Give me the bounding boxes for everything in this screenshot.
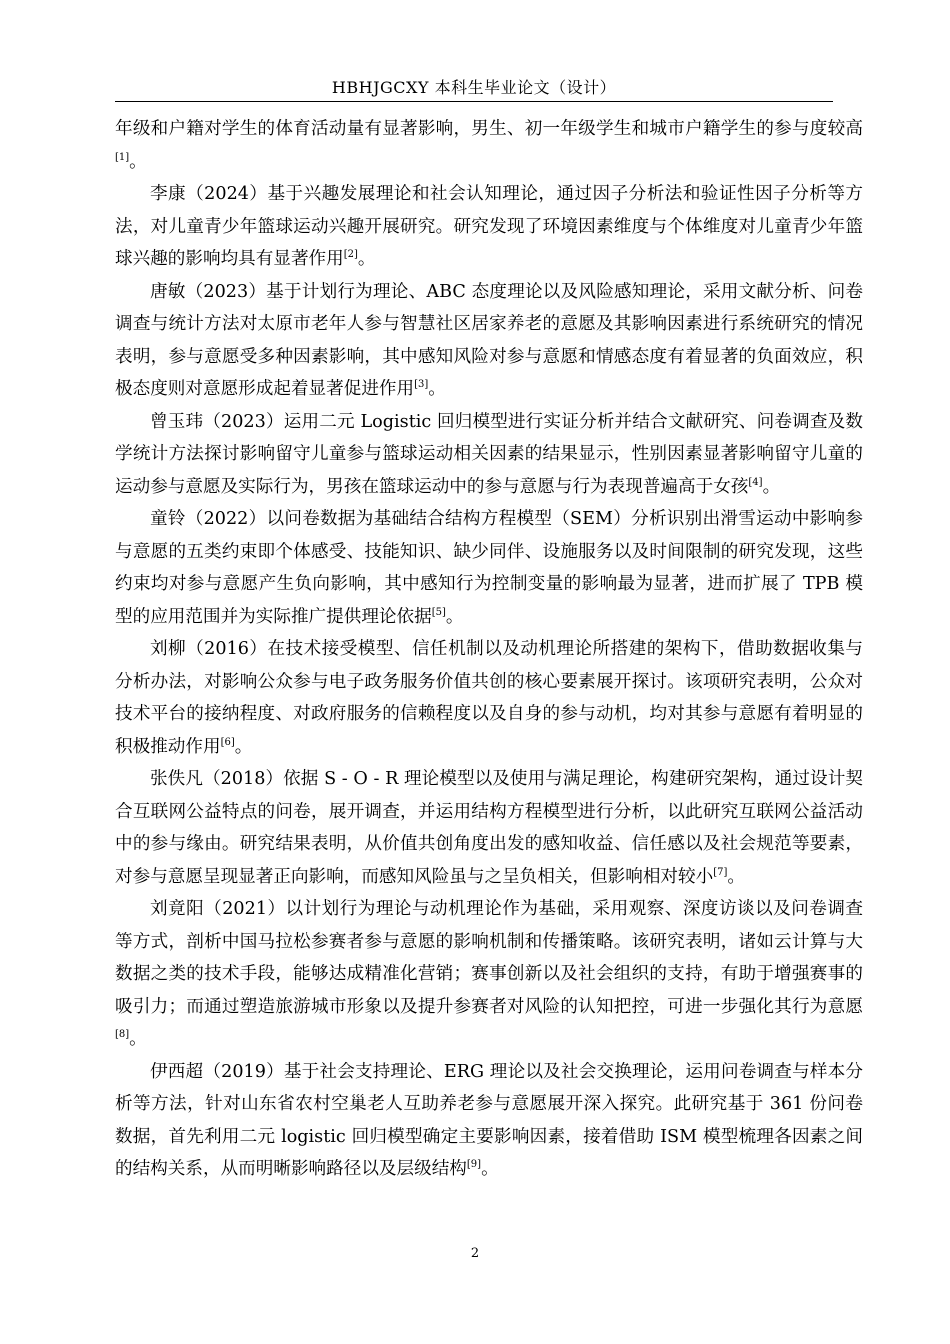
running-header: HBHJGCXY 本科生毕业论文（设计） xyxy=(331,78,617,97)
body-text xyxy=(115,113,863,1186)
paragraph-text: 刘竟阳（2021）以计划行为理论与动机理论作为基础，采用观察、深度访谈以及问卷调查等方式，剖析中国马拉松参赛者参与意愿的影响机制和传播策略。该研究表明，诸如云计算与大数据之类的技术手段，能够达成精准化营销；赛事创新以及社会组织的支持，有助于增强赛事的吸引力；而通过塑造旅游城市形象以及提升参赛者对风险的认知把控，可进一步强化其行为意愿 xyxy=(115,899,863,1017)
header-divider xyxy=(115,101,833,102)
paragraph-text: 伊西超（2019）基于社会支持理论、ERG 理论以及社会交换理论，运用问卷调查与样本分析等方法，针对山东省农村空巢老人互助养老参与意愿展开深入探究。此研究基于 361 份问卷数据，首先利用二元 logistic 回归模型确定主要影响因素，接着借助 ISM 模型梳理各因素之间的结构关系，从而明晰影响路径以及层级结构 xyxy=(115,1061,863,1179)
paragraph-yi-xichao xyxy=(115,1056,863,1186)
paragraph-zeng-yuwei xyxy=(115,406,863,504)
citation-marker: [1] xyxy=(115,151,130,163)
paragraph-end: 。 xyxy=(129,1029,147,1049)
paragraph-tang-min xyxy=(115,276,863,406)
paragraph-liu-jingyang xyxy=(115,893,863,1056)
paragraph-end: 。 xyxy=(727,866,745,887)
citation-marker: [7] xyxy=(713,866,728,878)
citation-marker: [5] xyxy=(431,606,446,618)
paragraph-end: 。 xyxy=(445,606,464,627)
paragraph-end: 。 xyxy=(234,736,253,757)
paragraph-text: 李康（2024）基于兴趣发展理论和社会认知理论，通过因子分析法和验证性因子分析等方法，对儿童青少年篮球运动兴趣开展研究。研究发现了环境因素维度与个体维度对儿童青少年篮球兴趣的影响均具有显著作用 xyxy=(115,184,863,269)
paragraph-text: 唐敏（2023）基于计划行为理论、ABC 态度理论以及风险感知理论，采用文献分析、问卷调查与统计方法对太原市老年人参与智慧社区居家养老的意愿及其影响因素进行系统研究的情况表明，参与意愿受多种因素影响，其中感知风险对参与意愿和情感态度有着显著的负面效应，积极态度则对意愿形成起着显著促进作用 xyxy=(115,281,863,399)
paragraph-text: 刘柳（2016）在技术接受模型、信任机制以及动机理论所搭建的架构下，借助数据收集与分析办法，对影响公众参与电子政务服务价值共创的核心要素展开探讨。该项研究表明，公众对技术平台的接纳程度、对政府服务的信赖程度以及自身的参与动机，均对其参与意愿有着明显的积极推动作用 xyxy=(115,639,863,757)
paragraph-text: 年级和户籍对学生的体育活动量有显著影响，男生、初一年级学生和城市户籍学生的参与度较高 xyxy=(115,119,863,139)
citation-marker: [8] xyxy=(115,1029,130,1040)
paragraph-end: 。 xyxy=(481,1159,499,1179)
paragraph-liu-liu xyxy=(115,633,863,763)
citation-marker: [9] xyxy=(466,1159,482,1170)
paragraph-end: 。 xyxy=(357,249,376,269)
paragraph-li-kang xyxy=(115,178,863,276)
citation-marker: [3] xyxy=(414,379,429,390)
citation-marker: [4] xyxy=(748,476,763,488)
paragraph-tong-ling xyxy=(115,503,863,633)
paragraph-text: 张佚凡（2018）依据 S - O - R 理论模型以及使用与满足理论，构建研究架构，通过设计契合互联网公益特点的问卷，展开调查，并运用结构方程模型进行分析，以此研究互联网公益活动中的参与缘由。研究结果表明，从价值共创角度出发的感知收益、信任感以及社会规范等要素，对参与意愿呈现显著正向影响，而感知风险虽与之呈负相关，但影响相对较小 xyxy=(115,769,863,887)
citation-marker: [2] xyxy=(343,249,358,260)
paragraph-text: 童铃（2022）以问卷数据为基础结合结构方程模型（SEM）分析识别出滑雪运动中影响参与意愿的五类约束即个体感受、技能知识、缺少同伴、设施服务以及时间限制的研究发现，这些约束均对参与意愿产生负向影响，其中感知行为控制变量的影响最为显著，进而扩展了 TPB 模型的应用范围并为实际推广提供理论依据 xyxy=(115,509,863,627)
citation-marker: [6] xyxy=(220,736,235,748)
paragraph-continuation xyxy=(115,113,863,178)
paragraph-end: 。 xyxy=(129,151,147,172)
paragraph-end: 。 xyxy=(762,476,781,497)
paragraph-text: 曾玉玮（2023）运用二元 Logistic 回归模型进行实证分析并结合文献研究、问卷调查及数学统计方法探讨影响留守儿童参与篮球运动相关因素的结果显示，性别因素显著影响留守儿童的运动参与意愿及实际行为，男孩在篮球运动中的参与意愿与行为表现普遍高于女孩 xyxy=(115,411,863,497)
paragraph-zhang-yifan xyxy=(115,763,863,893)
paragraph-end: 。 xyxy=(428,379,446,399)
page-number: 2 xyxy=(470,1246,480,1261)
